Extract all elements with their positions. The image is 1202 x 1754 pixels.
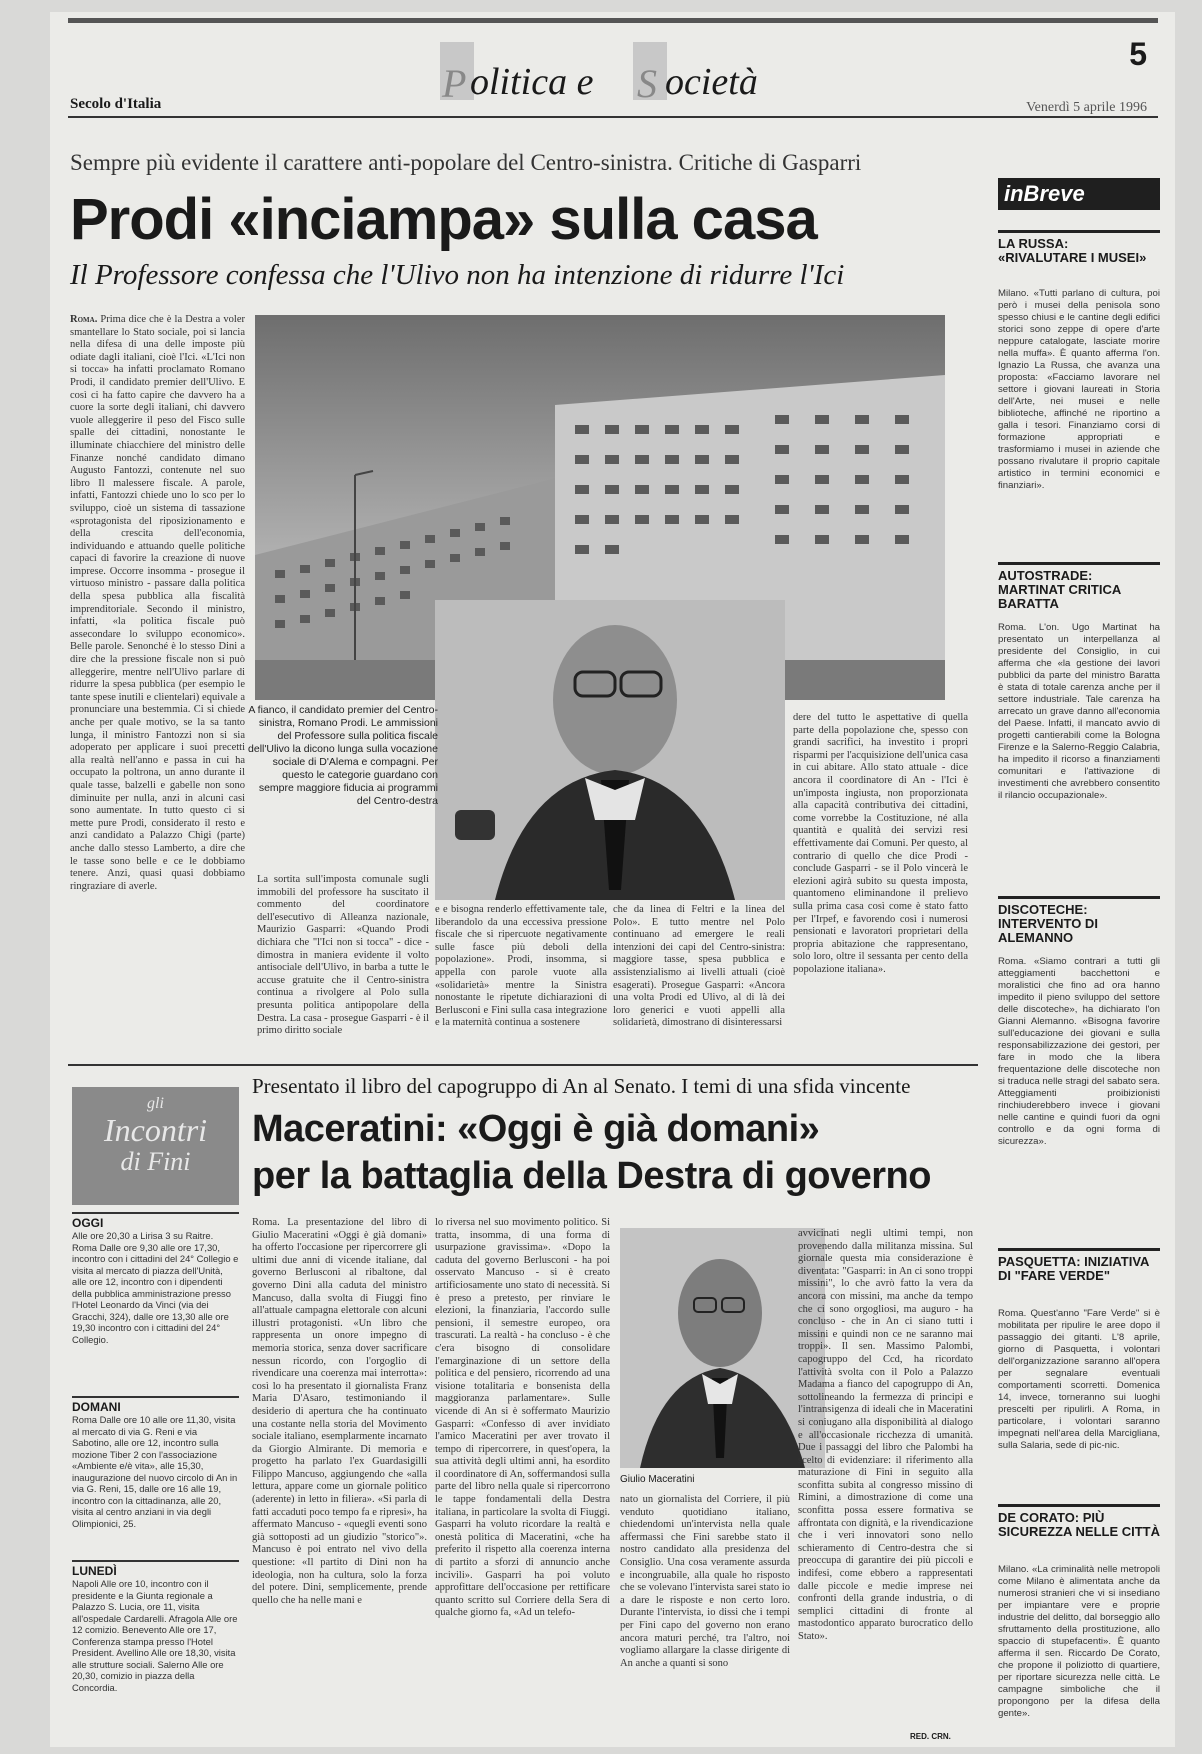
article1-dateline: Roma. (70, 314, 98, 325)
newspaper-name: Secolo d'Italia (70, 96, 162, 112)
article2-headline-line-1: Maceratini: «Oggi è già domani» (252, 1108, 820, 1150)
schedule-today-title: OGGI (72, 1212, 239, 1230)
article1-column-2: La sortita sull'imposta comunale sugli immobili del professore ha suscitato il commento del coordinatore dell'esecutivo di Alleanza nazionale, Maurizio Gasparri: «Quando Prodi dichiara che "l'Ici non si tocca" - dice - dimostra in maniera evidente il volto antisociale dell'Ulivo, in barba a tutte le accuse gratuite che il Centro-sinistra continua a rivolgere al Polo sulla presunta politica antipopolare della Destra. La casa - prosegue Gasparri - è il primo diritto sociale (257, 874, 429, 1037)
brief-1-title: LA RUSSA: «RIVALUTARE I MUSEI» (998, 230, 1160, 265)
incontri-line-1: gli (147, 1095, 164, 1112)
article2-column-4: avvicinati negli ultimi tempi, non provenendo dalla militanza missina. Sul giornale questa mia considerazione è diventata: "Gasparri: in An ci sono troppi missini", lo che avrò fatto la vera da ancora con missini, ma anche da tempo che ci sono orgogliosi, ma auguro - ha concluso - che in An ci siano tutti i missini e quindi non ce ne saranno mai troppi». Il sen. Massimo Palombi, capogruppo del Ccd, ha ricordato l'attività svolta con il Polo a Palazzo Madama a fianco del capogruppo di An, sottolineando la fermezza di principi e l'intransigenza di ideali che in Maceratini si coniugano alla disponibilità al dialogo e all'occasionale ricchezza di umanità. Due i passaggi del libro che Palombi ha scelto di evidenziare: il riferimento alla maturazione di Fini in seguito alla sconfitta subita al congresso missino di Rimini, a dimostrazione di come una sconfitta possa essere formativa se affrontata con dignità, e la rivendicazione che i veri innovatori sono nello schieramento di Centro-destra che si preoccupa di garantire dei più piccoli e indifesi, come ebbero a rappresentati dalle piccole e medie imprese nei confronti della grande industria, o di semplici cittadini di fronte al mastodontico apparato burocratico dello Stato». (798, 1228, 973, 1642)
section-title-part1: olitica e (470, 61, 594, 103)
article2-headline (252, 1106, 931, 1200)
schedule-monday-title: LUNEDÌ (72, 1560, 239, 1578)
maceratini-caption: Giulio Maceratini (620, 1474, 695, 1485)
article1-headline: Prodi «inciampa» sulla casa (70, 187, 817, 252)
in-breve-header: inBreve (998, 178, 1160, 210)
schedule-tomorrow-text: Roma Dalle ore 10 alle ore 11,30, visita al mercato di via G. Reni e via Sabotino, alle ore 12, incontro sulla mozione Tiber 2 con l'associazione «Ambiente e/è vita», alle 15,30, inaugurazione del nuovo circolo di An in via G. Reni, 15, dalle ore 16 alle 19, incontro con la cittadinanza, alle 20, visita al centro anziani in via degli Olimpionici, 25. (72, 1414, 238, 1529)
article2-kicker: Presentato il libro del capogruppo di An al Senato. I temi di una sfida vincente (252, 1074, 911, 1098)
brief-4-text: Roma. Quest'anno "Fare Verde" si è mobilitata per ripulire le aree dopo il passaggio dei gitanti. L'8 aprile, giorno di Pasquetta, i volontari dell'organizzazione saranno all'opera per segnalare eventuali comportamenti scorretti. Domenica 14, invece, torneranno sui luoghi prescelti per ripulirli. A Roma, in particolare, i volontari saranno impegnati nell'area della Marcigliana, sulla Salaria, sede di pic-nic. (998, 1308, 1160, 1451)
article1-photo-caption: A fianco, il candidato premier del Centro-sinistra, Romano Prodi. Le ammissioni del Professore sulla politica fiscale dell'Ulivo la dicono lunga sulla vocazione sociale di D'Alema e compagni. Per questo le categorie guardano con sempre maggiore fiducia ai programmi del Centro-destra (248, 704, 438, 807)
incontri-di-fini-box (72, 1087, 239, 1205)
article2-signature: RED. CRN. (910, 1732, 951, 1741)
schedule-monday-text: Napoli Alle ore 10, incontro con il presidente e la Giunta regionale a Palazzo S. Lucia, ore 11, visita all'ospedale Cardarelli. Afragola Alle ore 12 comizio. Benevento Alle ore 17, Conferenza stampa presso l'Hotel President. Avellino Alle ore 18,30, visita alle strutture sociali. Salerno Alle ore 20,30, comizio in piazza della Concordia. (72, 1578, 238, 1693)
page-number: 5 (1129, 36, 1147, 72)
section-initial-p: P (442, 61, 467, 106)
article-divider (68, 1064, 978, 1066)
article1-column-4: che da linea di Feltri e la linea del Polo». E tutto mentre nel Polo continuano ad emergere le reali intenzioni dei capi del Centro-sinistra: maggiore tasse, spesa pubblica e assistenzialismo ai livelli attuali (cioè esagerati). Prosegue Gasparri: «Ancora una volta Prodi ed Ulivo, al di là dei loro generici e vuoti appelli alla solidarietà, dimostrano di disinteressarsi (613, 904, 785, 1029)
article2-headline-line-2: per la battaglia della Destra di governo (252, 1155, 931, 1197)
top-rule (68, 18, 1158, 23)
in-breve-sidebar (998, 170, 1160, 1740)
article1-column-3: e e bisogna renderlo effettivamente tale, liberandolo da una eccessiva pressione fiscale che si ripercuote negativamente sulle fasce più deboli della popolazione». Prodi, insomma, si appella con parole vuote alla «solidarietà» mentre la Sinistra nonostante le ripetute dichiarazioni di Berlusconi e Fini sulla casa integrazione e la maternità continua a sostenere (435, 904, 607, 1029)
brief-5-title: DE CORATO: PIÙ SICUREZZA NELLE CITTÀ (998, 1504, 1160, 1539)
schedule-tomorrow-title: DOMANI (72, 1396, 239, 1414)
section-initial-s: S (637, 61, 657, 106)
section-title-part2: ocietà (665, 61, 758, 103)
maceratini-portrait-image (620, 1228, 825, 1468)
article2-column-1: Roma. La presentazione del libro di Giulio Maceratini «Oggi è già domani» ha offerto l'occasione per ripercorrere gli ultimi due anni di vicende italiane, dal governo Berlusconi al ribaltone, dal governo Dini alla caduta del ministro Mancuso, dalla svolta di Fiuggi fino all'attuale campagna elettorale con alcuni illustri protagonisti. «Un libro che rappresenta un onore impegno di memoria storica, senza dover sacrificare nessun ricordo, con l'orgoglio di rivendicare una coerenza mai interrotta»: così lo ha presentato il giornalista Franz Maria D'Asaro, testimoniando il desiderio di apertura che ha continuato una costante nella storia del Movimento sociale italiano, esemplarmente incarnato da Giorgio Almirante. Di memoria e progetto ha parlato l'ex Guardasigilli Filippo Mancuso, aggiungendo che «alla lettura, appare come un giornale politico (aderente) in letto in filiera». «Si parla di fatti accaduti poco tempo fa e ripresi», ha affermato Mancuso - «quegli eventi sono già sottoposti ad un giudizio "storico"». Mancuso è poi entrato nel vivo della questione: «Il partito di Dini non ha ideologia, non ha cultura, solo la forza del potere. Dini, semplicemente, prende quello che ha nelle mani e (252, 1217, 427, 1606)
article1-column-1 (70, 314, 245, 1054)
brief-2-text: Roma. L'on. Ugo Martinat ha presentato un interpellanza al presidente del Consiglio, in cui afferma che «la gestione dei lavori pubblici da parte del ministro Baratta è stata di totale carenza anche per il settore industriale. Tale carenza ha arrecato un grave danno all'economia del Paese. Infatti, il mancato avvio di progetti cantierabili come la Bologna Firenze e la Salerno-Reggio Calabria, ha impedito il ricorso a finanziamenti comunitari e l'attivazione di investimenti che avrebbero consentito il rilancio occupazionale». (998, 622, 1160, 801)
section-title (440, 36, 860, 106)
article2-column-2: lo riversa nel suo movimento politico. Si tratta, insomma, di una forma di usurpazione gravissima». «Dopo la caduta del governo Berlusconi - ha poi osservato Mancuso - si è creato artificiosamente uno stato di necessità. Si è preso a pretesto, per rinviare le elezioni, la finanziaria, l'accordo sulle pensioni, il semestre europeo, ora trascurati. La realtà - ha concluso - è che c'era bisogno di consolidare l'emarginazione di un settore della politica e del pensiero, ricorrendo ad una visione totalitaria e bonsenista della maggioranza parlamentare». Sulle vicende di An si è soffermato Maurizio Gasparri: «Confesso di aver invidiato l'amico Maceratini per aver trovato il tempo di ripercorrere, in quest'opera, la sua attività degli ultimi anni, ha esordito il coordinatore di An, soffermandosi sulla parte del libro nella quale si ripercorrono le tappe fondamentali della Destra italiana, in particolare la svolta di Fiuggi. Gasparri ha voluto ricordare la realtà e onestà politica di Maceratini, «che ha preferito il rispetto alla coerenza interna di partito a sforzi di annuncio anche incivili». Gasparri ha poi voluto approfittare dell'occasione per rettificare quanto scritto sul Corriere della Sera di qualche giorno fa, «Ad un telefo- (435, 1217, 610, 1619)
incontri-line-3: di Fini (120, 1147, 191, 1176)
brief-5-text: Milano. «La criminalità nelle metropoli come Milano è alimentata anche da numerosi stranieri che vi si insediano per impiantare vere e proprie industrie del delitto, dal borseggio allo sfruttamento della prostituzione, allo spaccio di stupefacenti». È quanto afferma il sen. Riccardo De Corato, che propone il poliziotto di quartiere, per riportare sicurezza nelle città. Le campagne simboliche che il propongono per la difesa della gente». (998, 1564, 1160, 1719)
article1-column-1-text: Prima dice che è la Destra a voler smantellare lo Stato sociale, poi si lancia nella difesa di una delle imposte più odiate dagli italiani, cioè l'Ici. «L'Ici non si tocca» ha infatti proclamato Romano Prodi, il candidato premier dell'Ulivo. E così ci ha fatto capire che davvero ha a cuore la sorte degli italiani, chi davvero vuole alleggerire il peso del Fisco sulle spalle dei cittadini, nonostante le illuminate chiacchiere del ministro delle Finanze nonché candidato dimano Augusto Fantozzi, contenute nel suo libro Il malessere fiscale. A parole, infatti, Fantozzi chiede uno lo sco per lo sviluppo, cioè un sistema di tassazione «sprotagonista del riposizionamento e della crescita dell'economia, individuando e attuando quelle politiche capaci di favorire la creazione di nuove imprese. Occorre insomma - prosegue il virtuoso ministro - passare dalla politica della spesa pubblica alla fiscalità imprenditoriale. Secondo il ministro, infatti, «la politica fiscale può assecondare lo sviluppo economico». Belle parole. Senonché è lo stesso Dini a dire che la pressione fiscale non si può alleggerire, mentre nell'Ulivo parlare di ridurre la spesa pubblica (per esempio le tante spese inutili e clientelari) equivale a pronunciare una bestemmia. Ci si chiede anche per quale motivo, se la sa tanto lunga, il ministro Fantozzi non si sia adoperato per applicare i suoi precetti alla realtà nell'anno e passa in cui ha occupato la poltrona, un anno durante il quale tasse, balzelli e gabelle non sono diminuite per nulla, anzi in alcuni casi sono aumentate. In tutto questo ci si mette pure Prodi, considerato il resto e anzi candidato a Palazzo Chigi (parte) anche dallo stesso Lamberto, a dire che le tasse sono belle e ce le dobbiamo tenere. Anzi, quasi quasi dobbiamo ringraziare di averle. (70, 314, 245, 892)
brief-1-text: Milano. «Tutti parlano di cultura, poi però i musei della penisola sono spesso chiusi e le cantine degli edifici storici sono zeppe di opere d'arte neppure catalogate, lasciate morire nella muffa». È quanto afferma l'on. Ignazio La Russa, che avanza una proposta: «Facciamo lavorare nel settore i giovani laureati in Storia dell'Arte, nei musei e nelle biblioteche, affinché ne riportino a galla i tesori. Finanziamo corsi di formazione appropriati e trasformiamo i musei in aziende che possano rivalutare il proprio capitale artistico in termini economici e finanziari». (998, 288, 1160, 491)
brief-2-title: AUTOSTRADE: MARTINAT CRITICA BARATTA (998, 562, 1160, 611)
prodi-portrait-photo (435, 600, 785, 900)
article1-kicker: Sempre più evidente il carattere anti-popolare del Centro-sinistra. Critiche di Gasparri (70, 150, 862, 175)
newspaper-page (50, 12, 1175, 1747)
maceratini-portrait-photo (620, 1228, 825, 1468)
article1-subhead: Il Professore confessa che l'Ulivo non ha intenzione di ridurre l'Ici (70, 259, 845, 291)
header-rule (68, 116, 1158, 118)
article1-column-5: dere del tutto le aspettative di quella parte della popolazione che, spesso con grandi sacrifici, ha investito i propri risparmi per l'acquisizione dell'unica casa in cui abitare. Allo stato attuale - dice ancora il coordinatore di An - l'Ici è un'imposta ingiusta, non proporzionata alla capacità contributiva dei cittadini, come vorrebbe la Costituzione, né alla quantità e qualità dei servizi resi effettivamente dai Comuni. Per questo, al contrario di quello che dice Prodi - conclude Gasparri - se il Polo vincerà le elezioni agirà subito su questa imposta, quantomeno eliminandone il prelievo sulla prima casa così come è stato fatto per l'Irpef, e favorendo così i numerosi pensionati e lavoratori proprietari della propria abitazione che rappresentano, solo loro, oltre il sessanta per cento della popolazione italiana». (793, 712, 968, 975)
brief-3-title: DISCOTECHE: INTERVENTO DI ALEMANNO (998, 896, 1160, 945)
incontri-line-2: Incontri (103, 1112, 208, 1148)
brief-3-text: Roma. «Siamo contrari a tutti gli atteggiamenti bacchettoni e moralistici che fino ad ora hanno impedito il pieno sviluppo del settore delle discoteche», ha dichiarato l'on Gianni Alemanno. «Bisogna favorire sull'educazione dei giovani e sulla responsabilizzazione dei gestori, per fare in modo che la libera frequentazione delle discoteche non si traduca nelle stragi del sabato sera. Atteggiamenti proibizionisti rinchiuderebbero invece i giovani nelle cantine e quindi fuori da ogni controllo e da ogni forma di sicurezza». (998, 956, 1160, 1147)
prodi-portrait-image (435, 600, 785, 900)
brief-4-title: PASQUETTA: INIZIATIVA DI "FARE VERDE" (998, 1248, 1160, 1283)
schedule-today-text: Alle ore 20,30 a Lirisa 3 su Raitre. Roma Dalle ore 9,30 alle ore 17,30, incontro con i cittadini del 24° Collegio e visita al mercato di piazza dell'Unità, alle ore 12, incontro con i dipendenti della pubblica amministrazione presso l'Hotel Leonardo da Vinci (via dei Gracchi, 324), dalle ore 13,30 alle ore 19,30 incontro con i cittadini del 24° Collegio. (72, 1230, 239, 1345)
article2-column-3: nato un giornalista del Corriere, il più venduto quotidiano italiano, chiedendomi un'intervista nella quale affermassi che Fini sarebbe stato il nostro candidato alla presidenza del Consiglio. Una cosa veramente assurda e incongruabile, alla quale ho risposto che se volevano l'intervista sarei stato io a dare le risposte e non certo loro. Durante l'intervista, io dissi che i tempi per Fini capo del governo non erano ancora maturi perché, tra l'altro, noi vogliamo allargare la classe dirigente di An anche a quanti si sono (620, 1494, 790, 1669)
issue-date: Venerdì 5 aprile 1996 (1026, 100, 1147, 115)
